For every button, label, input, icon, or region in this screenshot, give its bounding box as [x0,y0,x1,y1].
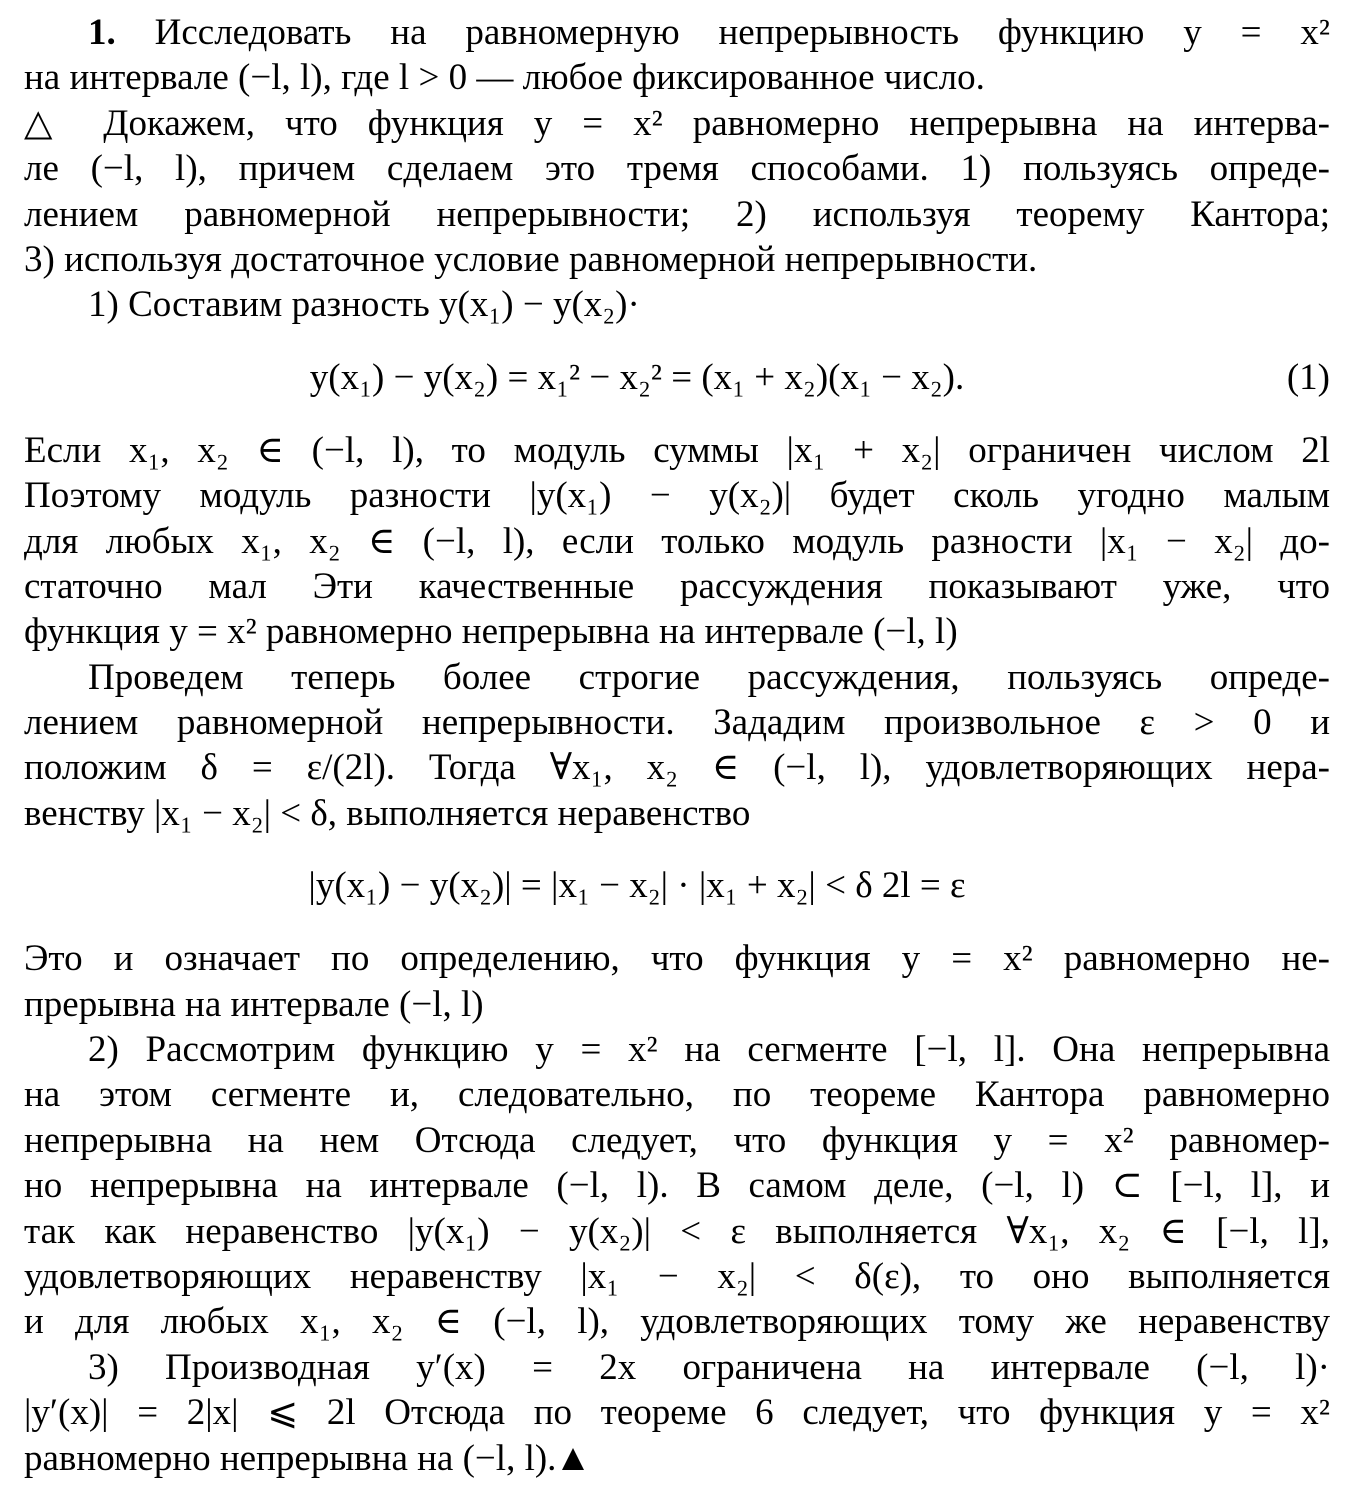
qual-line-1: Если x₁, x₂ ∈ (−l, l), то модуль суммы |x₁ + x₂| ограничен числом 2l [24,429,1330,471]
qual-line-4: статочно мал Эти качественные рассуждения показывают уже, что [24,565,1330,607]
part2-line-1: 2) Рассмотрим функцию y = x² на сегменте [−l, l]. Она непрерывна [88,1029,1330,1071]
page-content [24,10,1330,1481]
strict-line-1: Проведем теперь более строгие рассуждения, пользуясь опреде- [88,656,1330,698]
intro-line-4: 3) используя достаточное условие равномерной непрерывности. [24,238,1038,280]
part2-line-5: так как неравенство |y(x₁) − y(x₂)| < ε выполняется ∀x₁, x₂ ∈ [−l, l], [24,1210,1330,1252]
part2-line-2: на этом сегменте и, следовательно, по теореме Кантора равномерно [24,1074,1330,1116]
formula-1-number: (1) [1286,356,1330,398]
qual-line-5: функция y = x² равномерно непрерывна на интервале (−l, l) [24,611,958,653]
part2-line-4: но непрерывна на интервале (−l, l). В самом деле, (−l, l) ⊂ [−l, l], и [24,1165,1330,1207]
intro-line-2: ле (−l, l), причем сделаем это тремя способами. 1) пользуясь опреде- [24,148,1330,190]
qual-line-3: для любых x₁, x₂ ∈ (−l, l), если только модуль разности |x₁ − x₂| до- [24,520,1330,562]
problem-line-2: на интервале (−l, l), где l > 0 — любое фиксированное число. [24,57,985,99]
part3-text-3: равномерно непрерывна на (−l, l). [24,1437,557,1479]
problem-line-1 [24,10,1330,55]
qual-line-2: Поэтому модуль разности |y(x₁) − y(x₂)| будет сколь угодно малым [24,475,1330,517]
conclusion-line-1: Это и означает по определению, что функция y = x² равномерно не- [24,938,1330,980]
conclusion-line-2: прерывна на интервале (−l, l) [24,983,484,1025]
part2-line-6: удовлетворяющих неравенству |x₁ − x₂| < δ(ε), то оно выполняется [24,1255,1330,1297]
problem-number: 1. [88,12,116,53]
part2-line-7: и для любых x₁, x₂ ∈ (−l, l), удовлетворяющих тому же неравенству [24,1301,1330,1343]
formula-2 [24,836,1330,936]
strict-line-3: положим δ = ε/(2l). Тогда ∀x₁, x₂ ∈ (−l, l), удовлетворяющих нера- [24,747,1330,789]
formula-1 [24,328,1330,428]
part1-intro: 1) Составим разность y(x₁) − y(x₂)· [88,284,640,326]
formula-2-text: |y(x₁) − y(x₂)| = |x₁ − x₂| · |x₁ + x₂| < δ 2l = ε [308,865,966,907]
end-of-proof-icon [562,1448,584,1470]
part2-line-3: непрерывна на нем Отсюда следует, что функция y = x² равномер- [24,1119,1330,1161]
problem-text-1: Исследовать на равномерную непрерывность функцию y = x² [154,12,1330,53]
part3-line-1: 3) Производная y′(x) = 2x ограничена на интервале (−l, l)· [88,1346,1330,1388]
intro-line-3: лением равномерной непрерывности; 2) используя теорему Кантора; [24,193,1330,235]
part3-line-2: |y′(x)| = 2|x| ⩽ 2l Отсюда по теореме 6 следует, что функция y = x² [24,1392,1330,1434]
strict-line-4: венству |x₁ − x₂| < δ, выполняется неравенство [24,792,751,834]
strict-line-2: лением равномерной непрерывности. Зададим произвольное ε > 0 и [24,702,1330,744]
part3-line-3 [24,1436,1330,1481]
formula-1-text: y(x₁) − y(x₂) = x₁² − x₂² = (x₁ + x₂)(x₁ − x₂). [309,356,965,398]
intro-line-1: △ Докажем, что функция y = x² равномерно непрерывна на интерва- [24,102,1330,144]
